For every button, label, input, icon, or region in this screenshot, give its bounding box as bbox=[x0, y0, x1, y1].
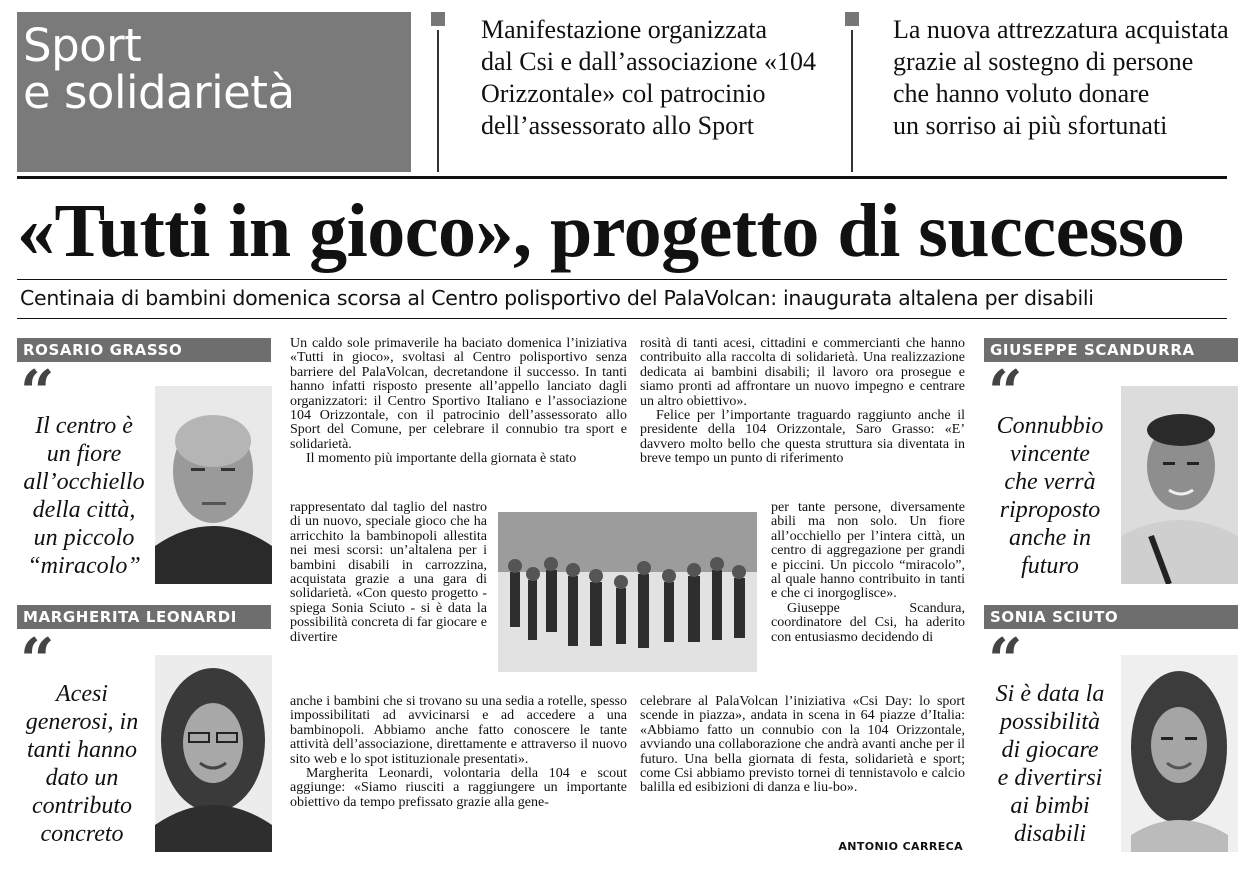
portrait-woman-icon bbox=[1121, 655, 1238, 852]
pull-quote-line: anche in bbox=[1009, 525, 1091, 551]
headline: «Tutti in gioco», progetto di successo bbox=[17, 189, 1185, 273]
headline-rule bbox=[17, 279, 1227, 280]
article-column-1 bbox=[290, 337, 627, 467]
portrait-man-icon bbox=[1121, 386, 1238, 584]
quote-mark-icon: “ bbox=[20, 636, 55, 676]
article-paragraph: Un caldo sole primaverile ha baciato domenica l’iniziativa «Tutti in gioco», svoltasi al Centro polisportivo senza barriere del PalaVolcan, decretandone il successo. In tanti hanno infatti risposto presente all’appello lanciato dagli organizzatori: il Centro Sportivo Italiano e l’associazione 104 Orizzontale, con il patrocinio dell’assessorato allo Sport del Comune, per celebrare il connubio tra sport e solidarietà. bbox=[290, 336, 627, 452]
pull-quote-line: vincente bbox=[1010, 441, 1090, 467]
topic-line: dal Csi e dall’associazione «104 bbox=[481, 47, 817, 76]
topic-line: che hanno voluto donare bbox=[893, 79, 1150, 108]
pull-quote-line: disabili bbox=[1013, 821, 1086, 847]
pull-quote bbox=[14, 412, 154, 580]
article-paragraph: Il momento più importante della giornata è stato bbox=[306, 451, 577, 467]
topic-line: un sorriso ai più sfortunati bbox=[893, 111, 1168, 140]
pull-quote-line: concreto bbox=[40, 821, 124, 847]
article-paragraph: celebrare al PalaVolcan l’iniziativa «Csi Day: lo sport scende in piazza», andata in scena in 64 piazze d’Italia: «Abbiamo fatto un connubio con la 104 Orizzontale, avviando una collaborazione che andrà avanti anche per il futuro. Una bella giornata di festa, solidarietà e sport; come Csi abbiamo previsto tornei di tennistavolo e calcio balilla ed esibizioni di danza e liu-bo». bbox=[640, 694, 965, 796]
article-column-2-wrap bbox=[771, 501, 965, 645]
portrait-photo bbox=[155, 386, 272, 584]
subheadline: Centinaia di bambini domenica scorsa al Centro polisportivo del PalaVolcan: inaugurata altalena per disabili bbox=[20, 286, 1094, 310]
portrait-man-icon bbox=[155, 386, 272, 584]
article-paragraph: Giuseppe Scandura, coordinatore del Csi, ha aderito con entusiasmo decidendo di bbox=[771, 600, 965, 645]
section-label bbox=[17, 12, 411, 172]
pull-quote-line: tanti hanno bbox=[26, 737, 137, 763]
article-paragraph: Margherita Leonardi, volontaria della 104 e scout aggiunge: «Siamo riusciti a raggiungere un importante obiettivo da tempo prefissato grazie alla gene- bbox=[290, 766, 627, 810]
pull-quote-line: all’occhiello bbox=[23, 469, 145, 495]
topic-line: dell’assessorato allo Sport bbox=[481, 111, 754, 140]
article-column-1-lower bbox=[290, 695, 627, 810]
article-paragraph: rosità di tanti acesi, cittadini e commercianti che hanno contribuito alla raccolta di solidarietà. Una realizzazione dedicata ai bambini disabili; il lavoro ora prosegue e siamo pronti ad affrontare un nuovo impegno e centrare un altro obiettivo». bbox=[640, 336, 965, 409]
quote-name-bar: MARGHERITA LEONARDI bbox=[17, 605, 271, 629]
topic-line: Orizzontale» col patrocinio bbox=[481, 79, 766, 108]
portrait-woman-icon bbox=[155, 655, 272, 852]
pull-quote-line: Connubbio bbox=[996, 413, 1104, 439]
quote-mark-icon: “ bbox=[20, 368, 55, 408]
section-label-line1: Sport bbox=[23, 19, 142, 72]
section-label-line2: e solidarietà bbox=[23, 66, 295, 119]
quote-mark-icon: “ bbox=[988, 368, 1023, 408]
article-column-2-lower bbox=[640, 695, 965, 796]
topic-divider bbox=[437, 30, 439, 172]
article-column-1-wrap bbox=[290, 501, 487, 645]
article-paragraph: per tante persone, diversamente abili ma non solo. Un fiore all’occhiello per l’intera città, un centro di aggregazione per grandi e piccini. Un piccolo “miracolo”, al quale hanno contribuito in tanti e che ci inorgoglisce». bbox=[771, 500, 965, 602]
pull-quote bbox=[980, 412, 1120, 580]
crowd-photo-icon bbox=[498, 512, 757, 672]
quote-name-bar: SONIA SCIUTO bbox=[984, 605, 1238, 629]
article-paragraph: rappresentato dal taglio del nastro di un nuovo, speciale gioco che ha arricchito la bambinopoli allestita nei mesi scorsi: un’altalena per i bambini disabili in carrozzina, acquistata grazie a una gara di solidarietà. «Con questo progetto - spiega Sonia Sciuto - si è data la possibilità concreta di far giocare e divertire bbox=[290, 500, 487, 645]
pull-quote-line: futuro bbox=[1021, 553, 1079, 579]
topic-marker-icon bbox=[845, 12, 859, 26]
pull-quote-line: riproposto bbox=[999, 497, 1101, 523]
pull-quote-line: contributo bbox=[32, 793, 132, 819]
pull-quote-line: che verrà bbox=[1004, 469, 1096, 495]
pull-quote bbox=[980, 680, 1120, 848]
article-paragraph: Felice per l’importante traguardo raggiunto anche il presidente della 104 Orizzontale, Saro Grasso: «E’ davvero molto bello che questa struttura sia diventata in breve tempo un punto di riferimento bbox=[640, 408, 965, 467]
quote-name-bar: ROSARIO GRASSO bbox=[17, 338, 271, 362]
portrait-photo bbox=[155, 655, 272, 852]
topic-line: grazie al sostegno di persone bbox=[893, 47, 1194, 76]
header-rule bbox=[17, 176, 1227, 179]
topic-summary-2 bbox=[893, 14, 1238, 142]
topic-divider bbox=[851, 30, 853, 172]
portrait-photo bbox=[1121, 655, 1238, 852]
pull-quote-line: generosi, in bbox=[25, 709, 139, 735]
pull-quote-line: ai bimbi bbox=[1010, 793, 1090, 819]
author-byline: ANTONIO CARRECA bbox=[838, 840, 963, 853]
topic-marker-icon bbox=[431, 12, 445, 26]
event-photo bbox=[498, 512, 757, 672]
pull-quote bbox=[12, 680, 152, 848]
pull-quote-line: Acesi bbox=[56, 681, 108, 707]
pull-quote-line: Il centro è bbox=[35, 413, 133, 439]
article-paragraph: anche i bambini che si trovano su una sedia a rotelle, spesso impossibilitati ad avvicinarsi e ad accedere a una bambinopoli. Abbiamo anche fatto conoscere le tante attività dell’associazione, direttamente e attraverso il nuovo sito web e lo spot istituzionale presentati». bbox=[290, 694, 627, 767]
topic-summary-1 bbox=[481, 14, 831, 142]
pull-quote-line: possibilità bbox=[999, 709, 1101, 735]
quote-mark-icon: “ bbox=[988, 636, 1023, 676]
pull-quote-line: di giocare bbox=[1001, 737, 1099, 763]
subheadline-rule bbox=[17, 318, 1227, 319]
pull-quote-line: “miracolo” bbox=[27, 553, 141, 579]
pull-quote-line: e divertirsi bbox=[997, 765, 1103, 791]
topic-line: Manifestazione organizzata bbox=[481, 15, 768, 44]
pull-quote-line: un fiore bbox=[46, 441, 122, 467]
portrait-photo bbox=[1121, 386, 1238, 584]
article-column-2 bbox=[640, 337, 965, 467]
pull-quote-line: un piccolo bbox=[33, 525, 135, 551]
pull-quote-line: della città, bbox=[32, 497, 136, 523]
topic-line: La nuova attrezzatura acquistata bbox=[893, 15, 1229, 44]
pull-quote-line: Si è data la bbox=[995, 681, 1105, 707]
quote-name-bar: GIUSEPPE SCANDURRA bbox=[984, 338, 1238, 362]
pull-quote-line: dato un bbox=[45, 765, 119, 791]
